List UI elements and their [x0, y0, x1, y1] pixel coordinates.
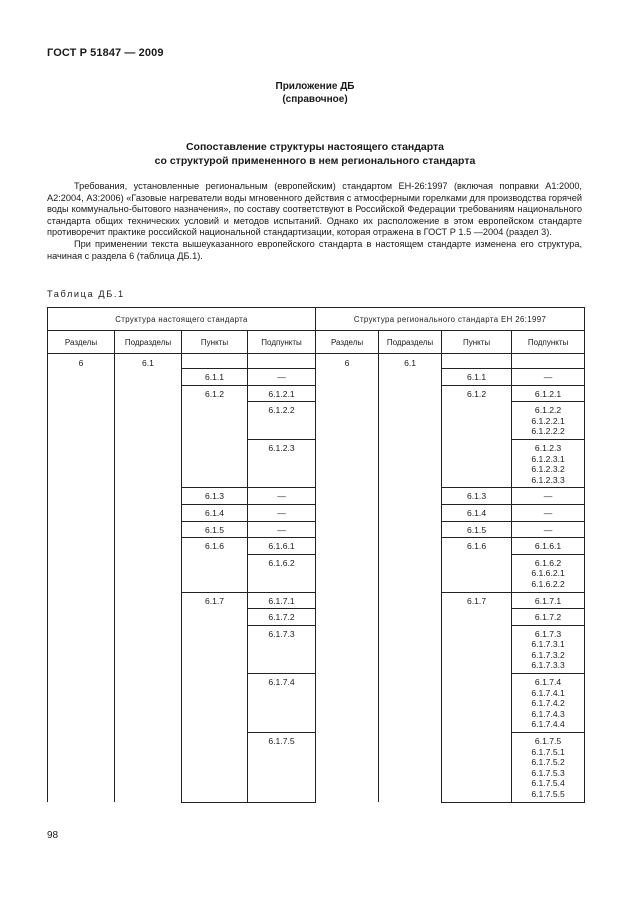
subitem-left: 6.1.7.1	[248, 592, 316, 609]
page-number: 98	[47, 830, 59, 841]
column-header: Подпункты	[248, 331, 316, 354]
section-cell-right	[316, 354, 379, 803]
spacer-cell	[442, 354, 512, 369]
document-code: ГОСТ Р 51847 — 2009	[47, 47, 164, 59]
column-header: Подразделы	[379, 331, 442, 354]
spacer-cell	[248, 354, 316, 369]
paragraph-1: Требования, установленные региональным (европейским) стандартом ЕН-26:1997 (включая поправки А1:2000, А2:2004, А3:2006) «Газовые нагреватели воды мгновенного действия с атмосферными горелками для производства горячей воды коммунально-бытового назначения», по составу соответствуют в Российской Федерации требованиям национального стандарта общих технических условий и методов испытаний. Однако их расположение в этом европейском стандарте противоречит практике российской национальной стандартизации, которая отражена в ГОСТ Р 1.5 —2004 (раздел 3).	[47, 181, 582, 238]
section-title-line-2: со структурой примененного в нем регионального стандарта	[154, 155, 476, 167]
item-left: 6.1.4	[182, 504, 248, 521]
subitem-left: —	[248, 504, 316, 521]
subitem-right: —	[512, 504, 585, 521]
subitem-right: 6.1.7.3 6.1.7.3.1 6.1.7.3.2 6.1.7.3.3	[512, 625, 585, 673]
item-right: 6.1.7	[442, 592, 512, 802]
item-right: 6.1.6	[442, 538, 512, 592]
subitem-left: 6.1.2.3	[248, 439, 316, 487]
subitem-right: 6.1.2.2 6.1.2.2.1 6.1.2.2.2	[512, 402, 585, 440]
table-caption: Таблица ДБ.1	[47, 289, 125, 299]
subitem-left: 6.1.6.2	[248, 554, 316, 592]
subitem-left: —	[248, 488, 316, 505]
item-right: 6.1.5	[442, 521, 512, 538]
subsection-value-left: 6.1	[142, 358, 154, 368]
subitem-left: 6.1.6.1	[248, 538, 316, 555]
item-right: 6.1.2	[442, 385, 512, 488]
section-title	[0, 140, 630, 168]
column-header: Пункты	[442, 331, 512, 354]
appendix-subtitle: (справочное)	[282, 94, 348, 105]
group-header-current-standard: Структура настоящего стандарта	[48, 308, 316, 331]
subitem-left: 6.1.7.5	[248, 733, 316, 803]
subitem-left: —	[248, 521, 316, 538]
item-left: 6.1.5	[182, 521, 248, 538]
subitem-right: 6.1.7.4 6.1.7.4.1 6.1.7.4.2 6.1.7.4.3 6.1.7.4.4	[512, 674, 585, 733]
body-text	[47, 181, 582, 262]
appendix-heading	[0, 80, 630, 106]
spacer-cell	[182, 354, 248, 369]
subsection-value-right: 6.1	[404, 358, 417, 368]
item-right: 6.1.4	[442, 504, 512, 521]
column-header: Пункты	[182, 331, 248, 354]
spacer-cell	[512, 354, 585, 369]
subitem-right: 6.1.2.3 6.1.2.3.1 6.1.2.3.2 6.1.2.3.3	[512, 439, 585, 487]
subitem-right: —	[512, 488, 585, 505]
subitem-right: 6.1.6.1	[512, 538, 585, 555]
subitem-right: 6.1.7.1	[512, 592, 585, 609]
subitem-left: 6.1.7.4	[248, 674, 316, 733]
subitem-left: —	[248, 369, 316, 386]
subitem-right: 6.1.7.5 6.1.7.5.1 6.1.7.5.2 6.1.7.5.3 6.1.7.5.4 6.1.7.5.5	[512, 733, 585, 803]
appendix-title: Приложение ДБ	[275, 81, 355, 92]
subsection-cell-right	[379, 354, 442, 803]
section-cell-left	[48, 354, 115, 803]
column-header: Разделы	[48, 331, 115, 354]
item-right: 6.1.3	[442, 488, 512, 505]
item-left: 6.1.7	[182, 592, 248, 802]
column-header: Разделы	[316, 331, 379, 354]
column-header: Подразделы	[115, 331, 182, 354]
item-left: 6.1.3	[182, 488, 248, 505]
section-value-right: 6	[344, 358, 350, 368]
subitem-left: 6.1.2.1	[248, 385, 316, 402]
item-left: 6.1.1	[182, 369, 248, 386]
subitem-right: 6.1.6.2 6.1.6.2.1 6.1.6.2.2	[512, 554, 585, 592]
section-title-line-1: Сопоставление структуры настоящего стандарта	[185, 141, 445, 153]
subitem-left: 6.1.7.3	[248, 625, 316, 673]
subsection-cell-left	[115, 354, 182, 803]
column-header: Подпункты	[512, 331, 585, 354]
paragraph-2: При применении текста вышеуказанного европейского стандарта в настоящем стандарте изменена его структура, начиная с раздела 6 (таблица ДБ.1).	[47, 238, 582, 261]
item-left: 6.1.6	[182, 538, 248, 592]
subitem-left: 6.1.2.2	[248, 402, 316, 440]
subitem-right: 6.1.2.1	[512, 385, 585, 402]
subitem-left: 6.1.7.2	[248, 609, 316, 626]
subitem-right: 6.1.7.2	[512, 609, 585, 626]
comparison-table	[47, 307, 585, 803]
group-header-regional-standard: Структура регионального стандарта ЕН 26:1997	[316, 308, 585, 331]
item-left: 6.1.2	[182, 385, 248, 488]
subitem-right: —	[512, 521, 585, 538]
section-value-left: 6	[78, 358, 84, 368]
subitem-right: —	[512, 369, 585, 386]
item-right: 6.1.1	[442, 369, 512, 386]
